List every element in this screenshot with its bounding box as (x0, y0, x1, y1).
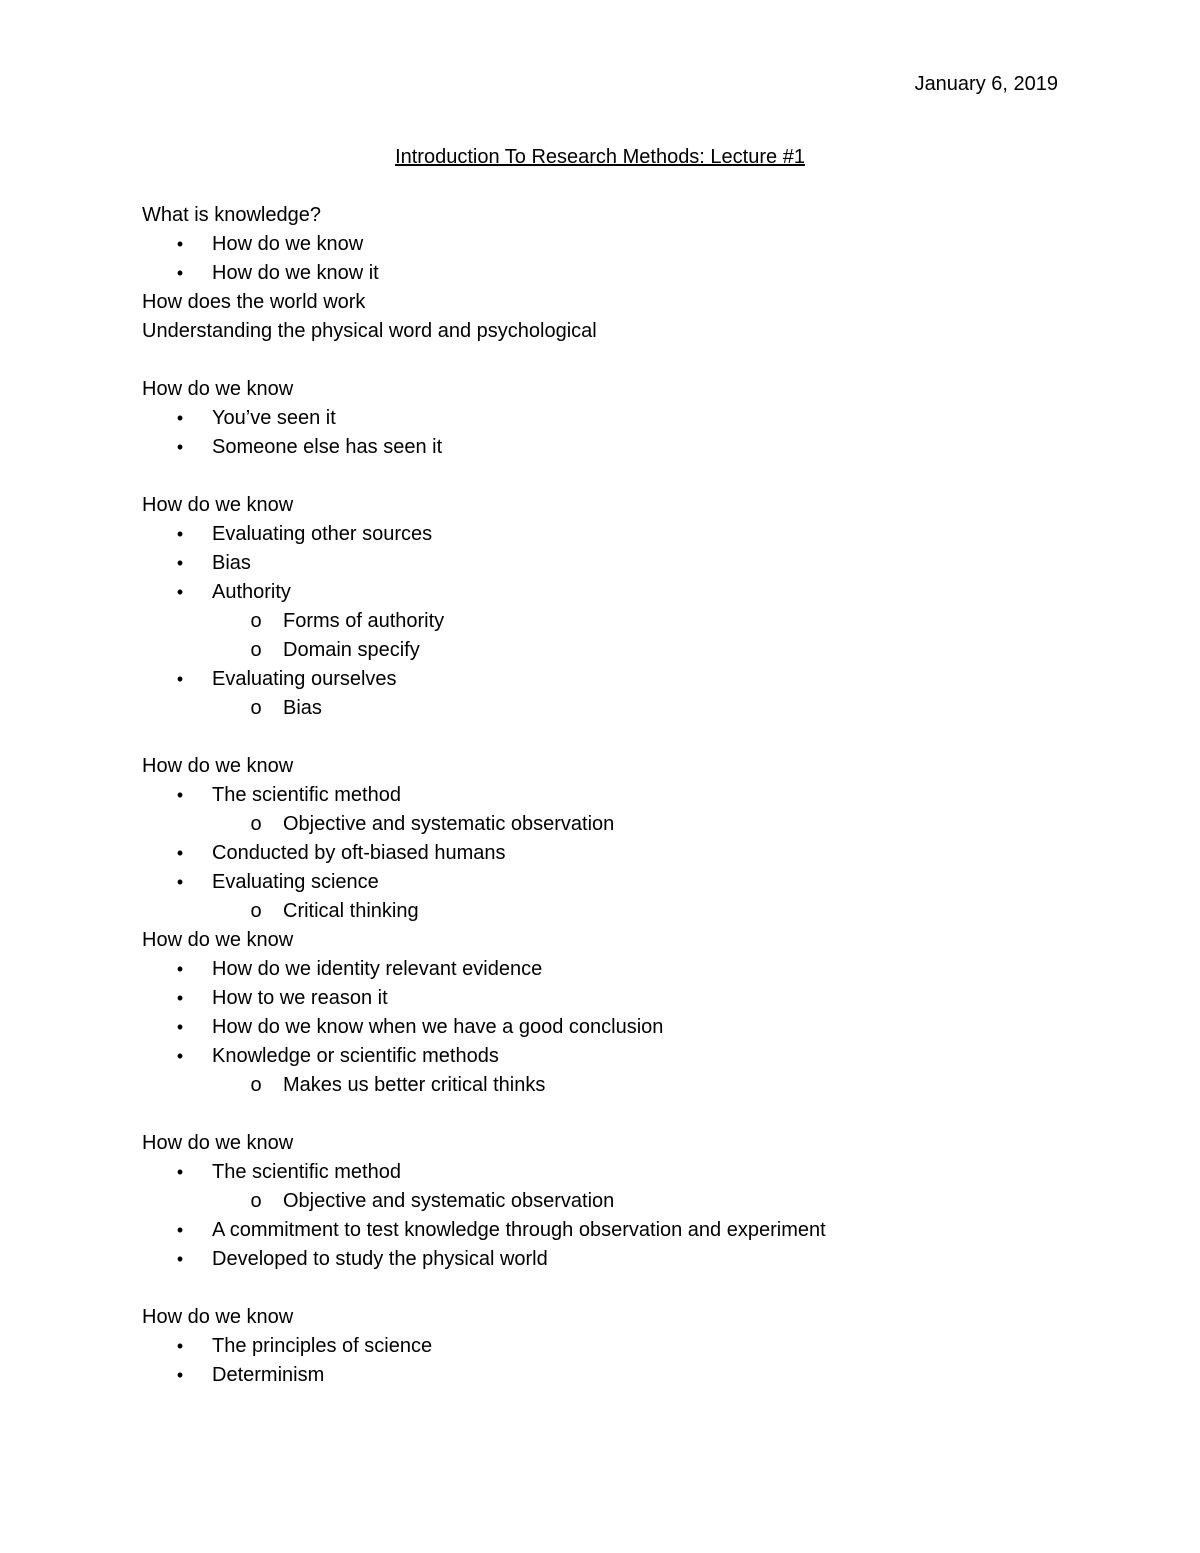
section-heading (142, 375, 1102, 404)
bullet-circle-icon: o (250, 813, 262, 835)
bullet-dot-icon: • (176, 437, 184, 457)
line-text: Conducted by oft-biased humans (212, 842, 506, 864)
bullet-dot-icon: • (176, 1336, 184, 1356)
line-text: Objective and systematic observation (283, 1190, 615, 1212)
blank-line (142, 723, 1102, 752)
bullet-dot-icon: • (176, 1162, 184, 1182)
list-item (142, 578, 1102, 607)
section-heading (142, 317, 1102, 346)
bullet-dot-icon: • (176, 843, 184, 863)
bullet-circle-icon: o (250, 610, 262, 632)
list-item (142, 839, 1102, 868)
bullet-dot-icon: • (176, 1249, 184, 1269)
line-text: The principles of science (212, 1335, 433, 1357)
line-text: Authority (212, 581, 291, 603)
line-text: Critical thinking (283, 900, 419, 922)
bullet-circle-icon: o (250, 900, 262, 922)
bullet-dot-icon: • (176, 263, 184, 283)
bullet-dot-icon: • (176, 1365, 184, 1385)
blank-line (142, 462, 1102, 491)
line-text: Domain specify (283, 639, 420, 661)
line-text: How do we know (142, 929, 294, 951)
line-text: Forms of authority (283, 610, 445, 632)
line-text: How do we identity relevant evidence (212, 958, 543, 980)
line-text: How do we know (212, 233, 364, 255)
sub-list-item (142, 636, 1102, 665)
bullet-circle-icon: o (250, 697, 262, 719)
bullet-dot-icon: • (176, 582, 184, 602)
bullet-dot-icon: • (176, 234, 184, 254)
bullet-dot-icon: • (176, 988, 184, 1008)
line-text: Evaluating ourselves (212, 668, 397, 690)
line-text: The scientific method (212, 784, 401, 806)
bullet-circle-icon: o (250, 639, 262, 661)
section-heading (142, 1129, 1102, 1158)
line-text: The scientific method (212, 1161, 401, 1183)
bullet-circle-icon: o (250, 1074, 262, 1096)
section-heading (142, 752, 1102, 781)
list-item (142, 404, 1102, 433)
list-item (142, 1245, 1102, 1274)
list-item (142, 1042, 1102, 1071)
bullet-dot-icon: • (176, 785, 184, 805)
sub-list-item (142, 694, 1102, 723)
list-item (142, 1332, 1102, 1361)
list-item (142, 259, 1102, 288)
list-item (142, 868, 1102, 897)
section-heading (142, 201, 1102, 230)
bullet-dot-icon: • (176, 408, 184, 428)
blank-line (142, 1100, 1102, 1129)
blank-line (142, 346, 1102, 375)
bullet-dot-icon: • (176, 1017, 184, 1037)
line-text: What is knowledge? (142, 204, 321, 226)
list-item (142, 1361, 1102, 1390)
line-text: How to we reason it (212, 987, 388, 1009)
bullet-dot-icon: • (176, 1046, 184, 1066)
line-text: How does the world work (142, 291, 366, 313)
list-item (142, 984, 1102, 1013)
line-text: How do we know (142, 378, 294, 400)
list-item (142, 781, 1102, 810)
bullet-dot-icon: • (176, 553, 184, 573)
line-text: Determinism (212, 1364, 325, 1386)
sub-list-item (142, 897, 1102, 926)
line-text: How do we know (142, 1306, 294, 1328)
list-item (142, 1013, 1102, 1042)
document-date: January 6, 2019 (914, 73, 1058, 95)
line-text: Someone else has seen it (212, 436, 443, 458)
list-item (142, 230, 1102, 259)
page-title: Introduction To Research Methods: Lecture #1 (395, 146, 805, 168)
line-text: How do we know it (212, 262, 379, 284)
line-text: How do we know when we have a good conclusion (212, 1016, 664, 1038)
sub-list-item (142, 1187, 1102, 1216)
bullet-dot-icon: • (176, 959, 184, 979)
line-text: How do we know (142, 1132, 294, 1154)
line-text: Knowledge or scientific methods (212, 1045, 499, 1067)
line-text: Bias (283, 697, 322, 719)
line-text: Evaluating science (212, 871, 379, 893)
line-text: Understanding the physical word and psychological (142, 320, 597, 342)
list-item (142, 549, 1102, 578)
list-item (142, 665, 1102, 694)
bullet-dot-icon: • (176, 1220, 184, 1240)
list-item (142, 520, 1102, 549)
line-text: Bias (212, 552, 251, 574)
list-item (142, 1216, 1102, 1245)
line-text: Developed to study the physical world (212, 1248, 548, 1270)
section-heading (142, 288, 1102, 317)
lecture-notes (142, 201, 1102, 1390)
blank-line (142, 1274, 1102, 1303)
line-text: Makes us better critical thinks (283, 1074, 546, 1096)
line-text: How do we know (142, 494, 294, 516)
section-heading (142, 926, 1102, 955)
line-text: Evaluating other sources (212, 523, 433, 545)
bullet-dot-icon: • (176, 872, 184, 892)
sub-list-item (142, 607, 1102, 636)
line-text: Objective and systematic observation (283, 813, 615, 835)
line-text: A commitment to test knowledge through observation and experiment (212, 1219, 826, 1241)
sub-list-item (142, 810, 1102, 839)
bullet-circle-icon: o (250, 1190, 262, 1212)
sub-list-item (142, 1071, 1102, 1100)
line-text: You’ve seen it (212, 407, 336, 429)
line-text: How do we know (142, 755, 294, 777)
list-item (142, 955, 1102, 984)
list-item (142, 433, 1102, 462)
list-item (142, 1158, 1102, 1187)
section-heading (142, 491, 1102, 520)
bullet-dot-icon: • (176, 669, 184, 689)
section-heading (142, 1303, 1102, 1332)
bullet-dot-icon: • (176, 524, 184, 544)
